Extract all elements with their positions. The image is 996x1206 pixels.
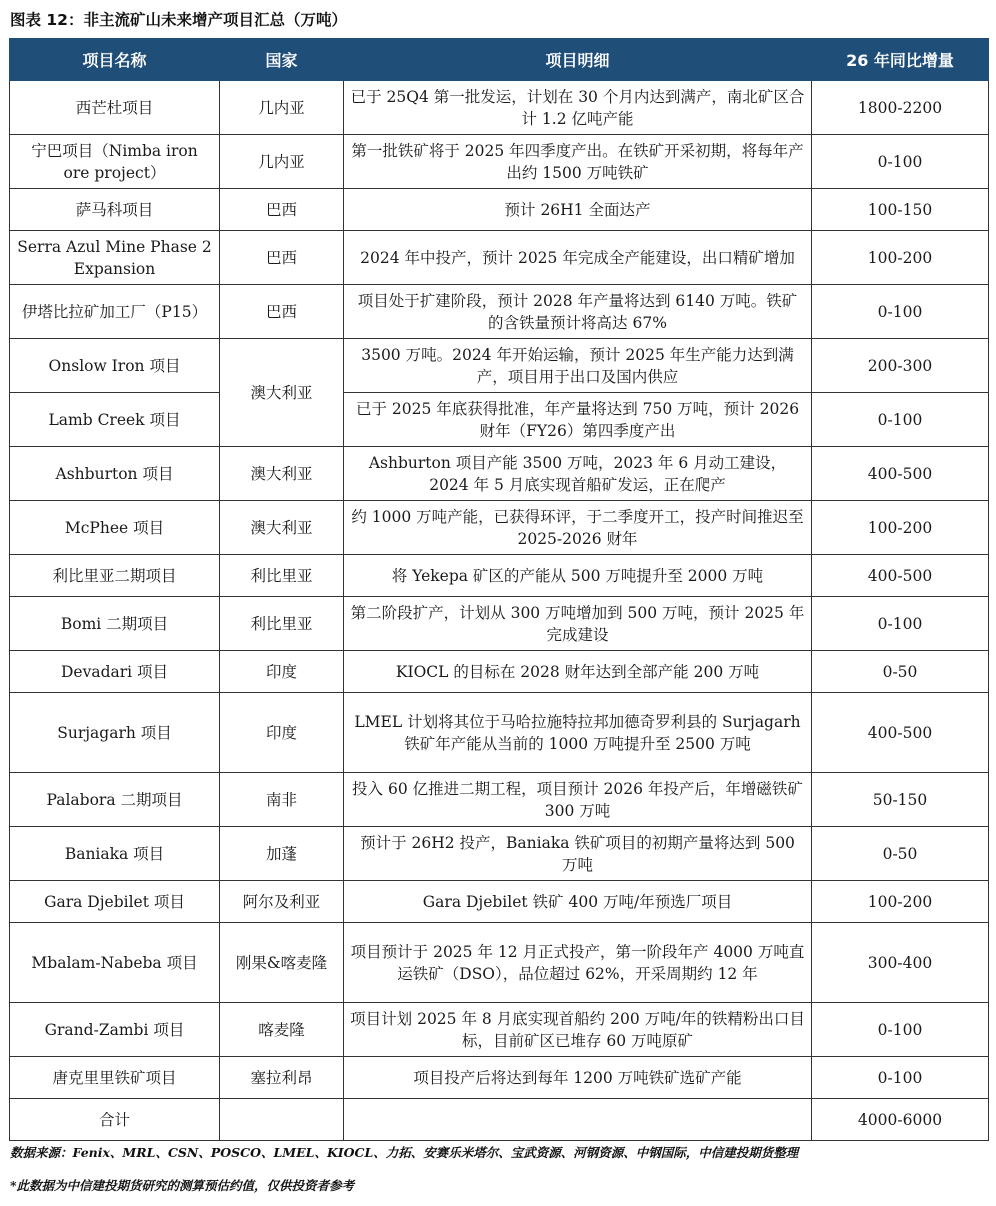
table-row xyxy=(10,81,989,135)
header-country: 国家 xyxy=(220,39,344,81)
table-row xyxy=(10,189,989,231)
project-name: Mbalam-Nabeba 项目 xyxy=(10,923,220,1003)
header-project-detail: 项目明细 xyxy=(344,39,812,81)
table-row xyxy=(10,555,989,597)
project-detail: Gara Djebilet 铁矿 400 万吨/年预选厂项目 xyxy=(344,881,812,923)
project-country: 巴西 xyxy=(220,231,344,285)
project-name: Palabora 二期项目 xyxy=(10,773,220,827)
project-country: 南非 xyxy=(220,773,344,827)
project-country: 利比里亚 xyxy=(220,555,344,597)
project-detail: 预计于 26H2 投产，Baniaka 铁矿项目的初期产量将达到 500 万吨 xyxy=(344,827,812,881)
project-name: McPhee 项目 xyxy=(10,501,220,555)
project-increase: 0-100 xyxy=(812,285,989,339)
project-detail: KIOCL 的目标在 2028 财年达到全部产能 200 万吨 xyxy=(344,651,812,693)
project-increase: 100-200 xyxy=(812,501,989,555)
project-name: Surjagarh 项目 xyxy=(10,693,220,773)
table-row xyxy=(10,881,989,923)
project-country: 加蓬 xyxy=(220,827,344,881)
project-name: Lamb Creek 项目 xyxy=(10,393,220,447)
project-name: 西芒杜项目 xyxy=(10,81,220,135)
project-detail: 第一批铁矿将于 2025 年四季度产出。在铁矿开采初期，将每年产出约 1500 万吨铁矿 xyxy=(344,135,812,189)
project-increase: 0-50 xyxy=(812,651,989,693)
project-name: Baniaka 项目 xyxy=(10,827,220,881)
project-increase: 100-150 xyxy=(812,189,989,231)
project-increase: 100-200 xyxy=(812,231,989,285)
project-country: 澳大利亚 xyxy=(220,447,344,501)
project-name: 唐克里里铁矿项目 xyxy=(10,1057,220,1099)
project-detail: 已于 25Q4 第一批发运，计划在 30 个月内达到满产，南北矿区合计 1.2 亿吨产能 xyxy=(344,81,812,135)
figure-title: 图表 12：非主流矿山未来增产项目汇总（万吨） xyxy=(10,11,347,29)
project-country: 巴西 xyxy=(220,285,344,339)
project-detail: 2024 年中投产，预计 2025 年完成全产能建设，出口精矿增加 xyxy=(344,231,812,285)
project-country: 印度 xyxy=(220,651,344,693)
project-name: Ashburton 项目 xyxy=(10,447,220,501)
project-name: Devadari 项目 xyxy=(10,651,220,693)
project-increase: 0-100 xyxy=(812,135,989,189)
project-increase: 0-100 xyxy=(812,1003,989,1057)
table-row xyxy=(10,827,989,881)
project-increase: 300-400 xyxy=(812,923,989,1003)
project-increase: 0-100 xyxy=(812,393,989,447)
project-country: 塞拉利昂 xyxy=(220,1057,344,1099)
table-row xyxy=(10,651,989,693)
project-increase: 0-100 xyxy=(812,597,989,651)
table-row xyxy=(10,393,989,447)
total-country xyxy=(220,1099,344,1141)
project-country: 几内亚 xyxy=(220,81,344,135)
table-row xyxy=(10,447,989,501)
header-project-name: 项目名称 xyxy=(10,39,220,81)
header-yoy-increase: 26 年同比增量 xyxy=(812,39,989,81)
project-detail: 第二阶段扩产，计划从 300 万吨增加到 500 万吨，预计 2025 年完成建设 xyxy=(344,597,812,651)
project-detail: 已于 2025 年底获得批准，年产量将达到 750 万吨，预计 2026 财年（FY26）第四季度产出 xyxy=(344,393,812,447)
table-row xyxy=(10,923,989,1003)
table-row xyxy=(10,339,989,393)
project-increase: 1800-2200 xyxy=(812,81,989,135)
project-detail: LMEL 计划将其位于马哈拉施特拉邦加德奇罗利县的 Surjagarh 铁矿年产能从当前的 1000 万吨提升至 2500 万吨 xyxy=(344,693,812,773)
project-detail: 3500 万吨。2024 年开始运输，预计 2025 年生产能力达到满产，项目用于出口及国内供应 xyxy=(344,339,812,393)
project-name: 萨马科项目 xyxy=(10,189,220,231)
project-detail: 项目计划 2025 年 8 月底实现首船约 200 万吨/年的铁精粉出口目标，目前矿区已堆存 60 万吨原矿 xyxy=(344,1003,812,1057)
project-country: 喀麦隆 xyxy=(220,1003,344,1057)
data-source-note: 数据来源：Fenix、MRL、CSN、POSCO、LMEL、KIOCL、力拓、安赛乐米塔尔、宝武资源、河钢资源、中钢国际，中信建投期货整理 xyxy=(10,1145,799,1160)
project-increase: 50-150 xyxy=(812,773,989,827)
project-increase: 400-500 xyxy=(812,447,989,501)
project-increase: 0-100 xyxy=(812,1057,989,1099)
total-label: 合计 xyxy=(10,1099,220,1141)
table-row xyxy=(10,501,989,555)
project-detail: 将 Yekepa 矿区的产能从 500 万吨提升至 2000 万吨 xyxy=(344,555,812,597)
project-name: 伊塔比拉矿加工厂（P15） xyxy=(10,285,220,339)
disclaimer-note: *此数据为中信建投期货研究的测算预估约值，仅供投资者参考 xyxy=(10,1178,355,1193)
table-row xyxy=(10,285,989,339)
project-increase: 100-200 xyxy=(812,881,989,923)
project-country: 几内亚 xyxy=(220,135,344,189)
project-name: Onslow Iron 项目 xyxy=(10,339,220,393)
project-name: Grand-Zambi 项目 xyxy=(10,1003,220,1057)
total-row xyxy=(10,1099,989,1141)
table-row xyxy=(10,231,989,285)
table-row xyxy=(10,1057,989,1099)
project-country: 印度 xyxy=(220,693,344,773)
project-increase: 400-500 xyxy=(812,693,989,773)
project-name: Gara Djebilet 项目 xyxy=(10,881,220,923)
table-row xyxy=(10,597,989,651)
project-increase: 0-50 xyxy=(812,827,989,881)
project-name: Serra Azul Mine Phase 2 Expansion xyxy=(10,231,220,285)
project-name: 利比里亚二期项目 xyxy=(10,555,220,597)
project-name: Bomi 二期项目 xyxy=(10,597,220,651)
project-detail: 项目投产后将达到每年 1200 万吨铁矿选矿产能 xyxy=(344,1057,812,1099)
table-row xyxy=(10,1003,989,1057)
table-row xyxy=(10,693,989,773)
project-detail: 项目预计于 2025 年 12 月正式投产，第一阶段年产 4000 万吨直运铁矿（DSO），品位超过 62%，开采周期约 12 年 xyxy=(344,923,812,1003)
project-detail: Ashburton 项目产能 3500 万吨，2023 年 6 月动工建设，2024 年 5 月底实现首船矿发运，正在爬产 xyxy=(344,447,812,501)
project-name: 宁巴项目（Nimba iron ore project） xyxy=(10,135,220,189)
project-increase: 400-500 xyxy=(812,555,989,597)
project-country: 利比里亚 xyxy=(220,597,344,651)
project-country: 巴西 xyxy=(220,189,344,231)
project-detail: 约 1000 万吨产能，已获得环评，于二季度开工，投产时间推迟至 2025-2026 财年 xyxy=(344,501,812,555)
table-row xyxy=(10,773,989,827)
project-detail: 预计 26H1 全面达产 xyxy=(344,189,812,231)
total-detail xyxy=(344,1099,812,1141)
project-detail: 投入 60 亿推进二期工程，项目预计 2026 年投产后，年增磁铁矿 300 万吨 xyxy=(344,773,812,827)
project-increase: 200-300 xyxy=(812,339,989,393)
projects-table xyxy=(9,38,989,1141)
project-country: 阿尔及利亚 xyxy=(220,881,344,923)
project-country: 刚果&喀麦隆 xyxy=(220,923,344,1003)
project-detail: 项目处于扩建阶段，预计 2028 年产量将达到 6140 万吨。铁矿的含铁量预计将高达 67% xyxy=(344,285,812,339)
table-row xyxy=(10,135,989,189)
project-country: 澳大利亚 xyxy=(220,339,344,447)
total-increase: 4000-6000 xyxy=(812,1099,989,1141)
table-header-row xyxy=(10,39,989,81)
project-country: 澳大利亚 xyxy=(220,501,344,555)
